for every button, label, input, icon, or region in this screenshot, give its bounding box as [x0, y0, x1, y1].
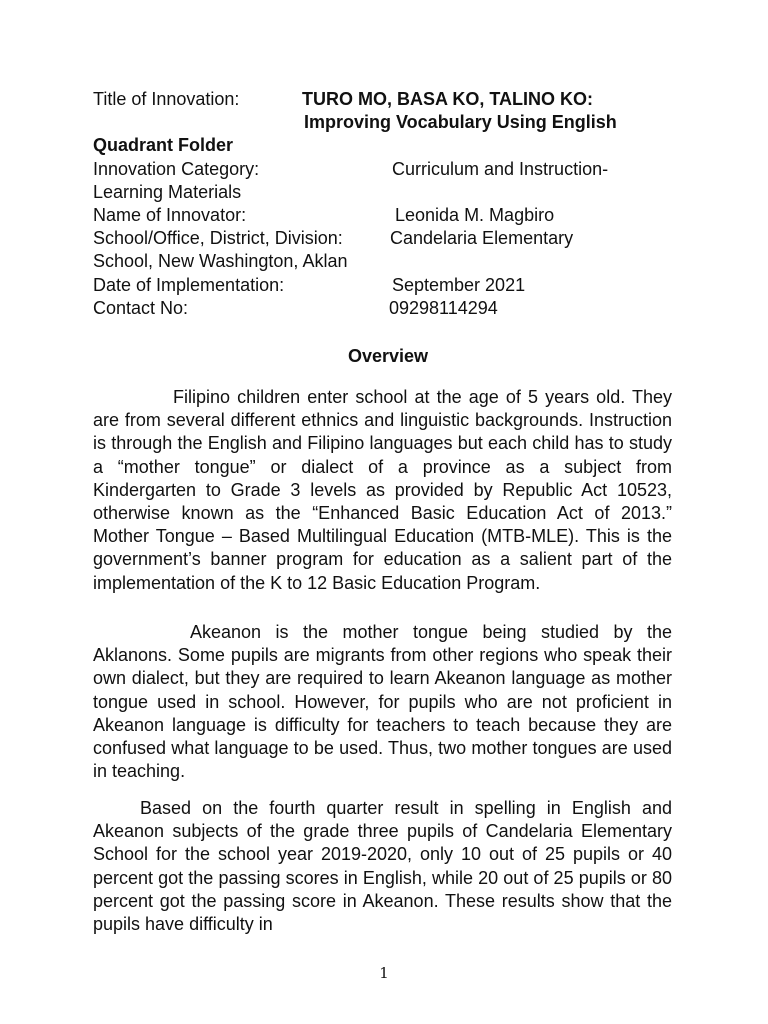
category-value: Curriculum and Instruction-	[392, 158, 609, 179]
title-row	[93, 88, 683, 111]
category-row-cont	[93, 181, 683, 204]
school-value-cont: School, New Washington, Aklan	[93, 251, 348, 272]
category-value-cont: Learning Materials	[93, 181, 242, 202]
paragraph-1: Filipino children enter school at the age of 5 years old. They are from several different ethnics and linguistic backgrounds. Instruction is through the English and Filipino languages but each child has to study a “mother tongue” or dialect of a province as a subject from Kindergarten to Grade 3 levels as provided by Republic Act 10523, otherwise known as the “Enhanced Basic Education Act of 2013.” Mother Tongue – Based Multilingual Education (MTB-MLE). This is the government’s banner program for education as a salient part of the implementation of the K to 12 Basic Education Program.	[93, 387, 672, 593]
contact-value: 09298114294	[389, 297, 498, 318]
innovator-row	[93, 204, 683, 227]
title-row-2	[93, 111, 683, 134]
paragraph-2: Akeanon is the mother tongue being studied by the Aklanons. Some pupils are migrants from other regions who speak their own dialect, but they are required to learn Akeanon language as mother tongue used in school. However, for pupils who are not proficient in Akeanon language is difficulty for teachers to teach because they are confused what language to be used. Thus, two mother tongues are used in teaching.	[93, 622, 672, 782]
contact-row	[93, 297, 683, 320]
innovation-header	[93, 88, 683, 320]
section-title: Overview	[347, 346, 429, 366]
paragraph-3: Based on the fourth quarter result in spelling in English and Akeanon subjects of the grade three pupils of Candelaria Elementary School for the school year 2019-2020, only 10 out of 25 pupils or 40 percent got the passing scores in English, while 20 out of 25 pupils or 80 percent got the passing score in Akeanon. These results show that the pupils have difficulty in	[93, 798, 672, 935]
date-row	[93, 274, 683, 297]
title-label: Title of Innovation:	[93, 89, 240, 109]
innovator-value: Leonida M. Magbiro	[395, 204, 555, 225]
contact-label: Contact No:	[93, 297, 189, 318]
title-value-line2: Improving Vocabulary Using English	[304, 112, 617, 133]
title-value: TURO MO, BASA KO, TALINO KO:	[302, 89, 593, 109]
category-row	[93, 158, 683, 181]
school-value: Candelaria Elementary	[390, 228, 574, 249]
title-value-line3: Quadrant Folder	[93, 135, 234, 156]
category-label: Innovation Category:	[93, 158, 260, 179]
date-value: September 2021	[392, 274, 526, 295]
title-row-3	[93, 134, 683, 157]
page-number: 1	[379, 964, 389, 982]
school-row-cont	[93, 250, 683, 273]
school-row	[93, 227, 683, 250]
date-label: Date of Implementation:	[93, 274, 285, 295]
innovator-label: Name of Innovator:	[93, 204, 247, 225]
school-label: School/Office, District, Division:	[93, 228, 343, 249]
